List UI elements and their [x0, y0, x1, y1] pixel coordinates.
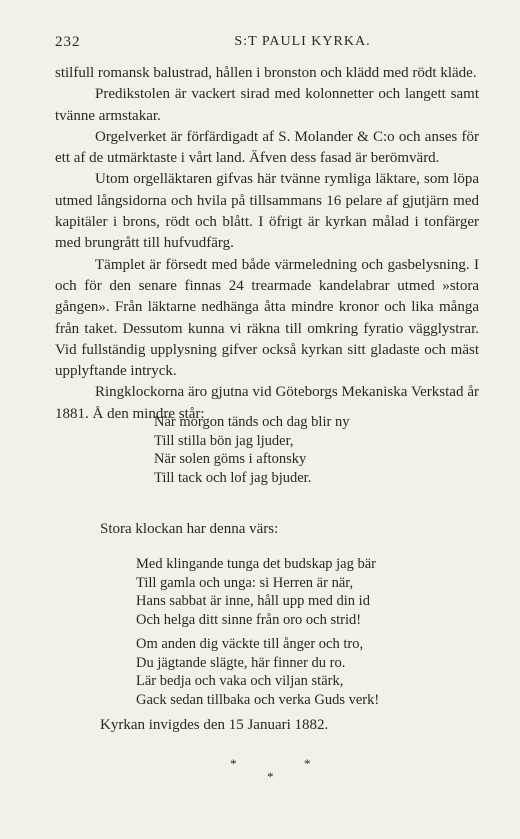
- verse-line: När solen göms i aftonsky: [154, 451, 307, 467]
- page-number: 232: [55, 34, 81, 50]
- body-text: [55, 63, 479, 425]
- paragraph: stilfull romansk balustrad, hållen i bronston och klädd med rödt kläde.: [55, 65, 477, 81]
- verse-line: Gack sedan tillbaka och verka Guds verk!: [136, 691, 380, 708]
- paragraph: Orgelverket är förfärdigadt af S. Molander & C:o och anses för ett af de utmärktaste i vårt land. Äfven dess fasad är berömvärd.: [55, 128, 479, 167]
- verse-line: När morgon tänds och dag blir ny: [154, 414, 350, 430]
- large-bell-verse-2: [136, 635, 416, 709]
- verse-line: Lär bedja och vaka och viljan stärk,: [136, 673, 344, 689]
- paragraph: Utom orgelläktaren gifvas här tvänne rymliga läktare, som löpa utmed långsidorna och hvila på tillsammans 16 pelare af gjutjärn med kapitäler i brons, rödt och blått. I öfrigt är kyrkan målad i tonfärger med brungrått till hufvudfärg.: [55, 171, 479, 252]
- asterism: [220, 756, 320, 786]
- page-header: [55, 34, 480, 54]
- large-bell-verse-1: [136, 555, 416, 629]
- verse-line: Till tack och lof jag bjuder.: [154, 469, 312, 486]
- verse-line: Med klingande tunga det budskap jag bär: [136, 556, 376, 572]
- verse-line: Till gamla och unga: si Herren är när,: [136, 574, 354, 591]
- consecration-line: Kyrkan invigdes den 15 Januari 1882.: [100, 717, 329, 733]
- verse-line: Och helga ditt sinne från oro och strid!: [136, 611, 362, 628]
- paragraph: Tämplet är försedt med både värmeledning och gasbelysning. I och för den senare finnas 24 trearmade kandelabrar utmed »stora gången». Från läktarne nedhänga åtta mindre kronor och lika många från taket. Dessutom kunna vi räkna till omkring fyratio vägglystrar. Vid fullständig upplysning gifver också kyrkan sitt gladaste och mäst upplyftande intryck.: [55, 256, 479, 380]
- asterisk: *: [230, 756, 237, 771]
- paragraph: Ringklockorna äro gjutna vid Göteborgs Mekaniska Verkstad år 1881. Å den mindre står:: [55, 384, 479, 422]
- small-bell-inscription: [154, 413, 394, 487]
- running-head: S:T PAULI KYRKA.: [234, 34, 371, 49]
- asterisk: *: [304, 756, 311, 771]
- large-bell-intro: Stora klockan har denna värs:: [100, 521, 279, 537]
- asterisk: *: [267, 769, 274, 784]
- paragraph: Predikstolen är vackert sirad med kolonnetter och langett samt tvänne armstakar.: [55, 86, 479, 124]
- verse-line: Om anden dig väckte till ånger och tro,: [136, 636, 364, 652]
- verse-line: Hans sabbat är inne, håll upp med din id: [136, 593, 370, 609]
- verse-line: Du jägtande slägte, här finner du ro.: [136, 654, 346, 671]
- verse-line: Till stilla bön jag ljuder,: [154, 432, 294, 449]
